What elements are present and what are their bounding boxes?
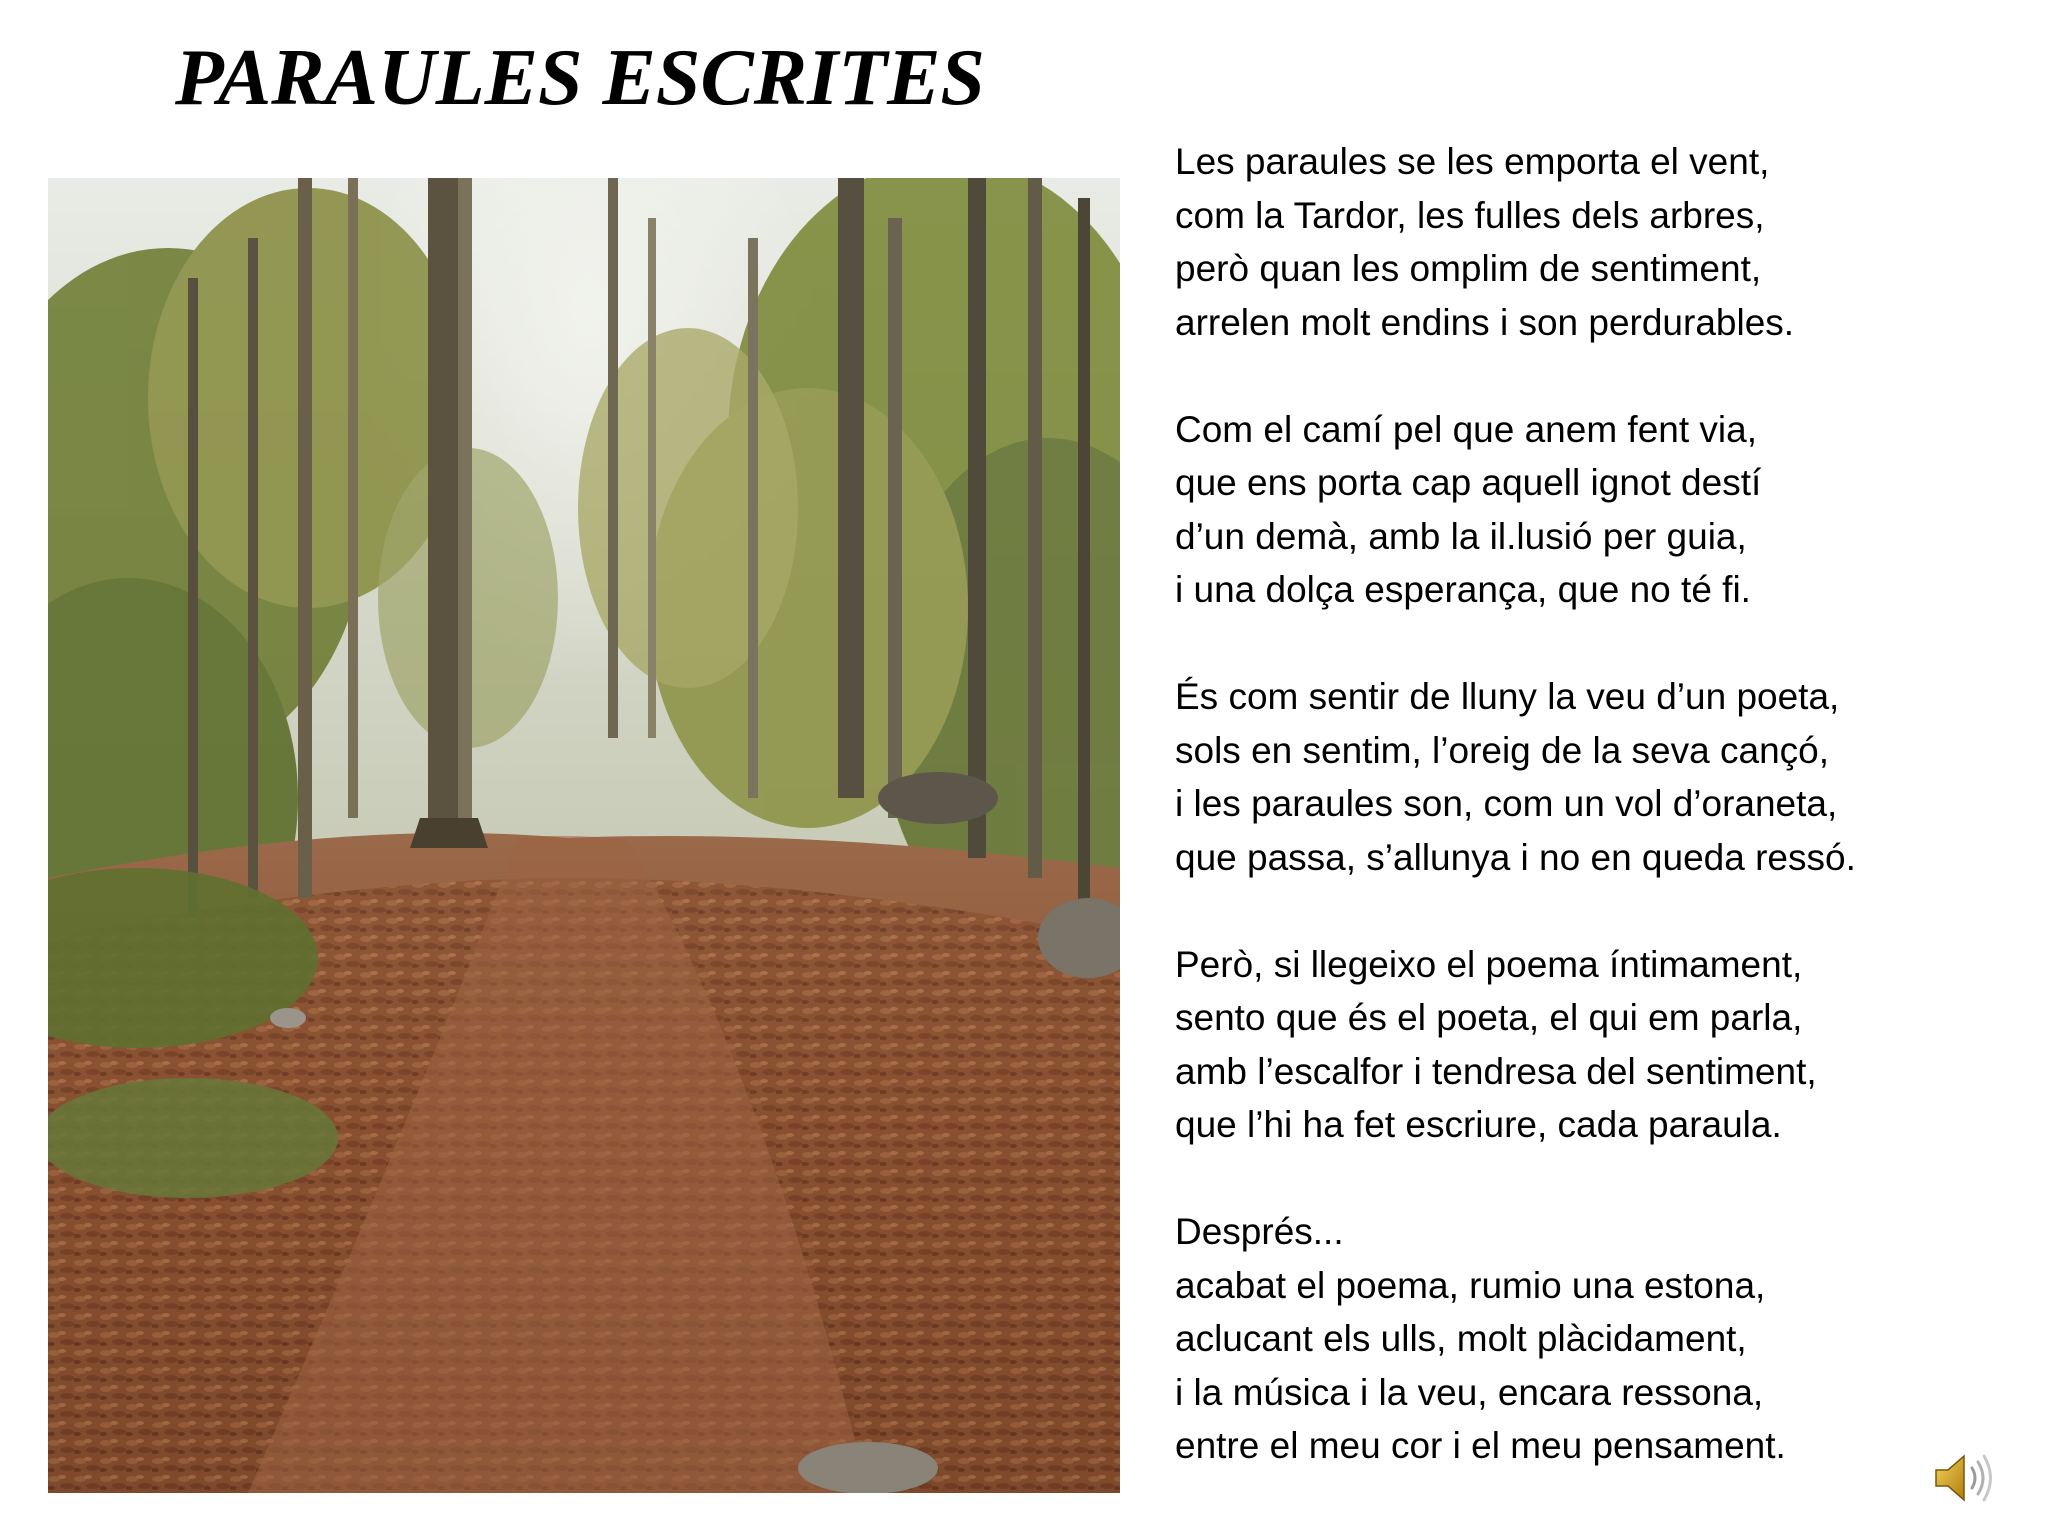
poem-line: entre el meu cor i el meu pensament.: [1175, 1425, 1786, 1466]
poem: [1175, 135, 2015, 1473]
poem-stanza: [1175, 403, 2015, 617]
poem-line: aclucant els ulls, molt plàcidament,: [1175, 1318, 1747, 1359]
speaker-icon[interactable]: [1928, 1444, 1996, 1512]
poem-line: i una dolça esperança, que no té fi.: [1175, 569, 1751, 610]
poem-line: com la Tardor, les fulles dels arbres,: [1175, 194, 1765, 236]
poem-line: És com sentir de lluny la veu d’un poeta,: [1175, 676, 1840, 717]
forest-illustration: [48, 178, 1120, 1493]
poem-line: arrelen molt endins i son perdurables.: [1175, 301, 1795, 343]
poem-line: que ens porta cap aquell ignot destí: [1175, 462, 1762, 503]
poem-line: d’un demà, amb la il.lusió per guia,: [1175, 515, 1747, 557]
poem-stanza: [1175, 938, 2015, 1152]
poem-line: que passa, s’allunya i no en queda ressó.: [1175, 836, 1856, 878]
poem-line: Les paraules se les emporta el vent,: [1175, 141, 1770, 182]
poem-line: Després...: [1175, 1211, 1344, 1252]
poem-line: que l’hi ha fet escriure, cada paraula.: [1175, 1104, 1782, 1145]
autumn-forest-path-photo: [48, 178, 1120, 1493]
poem-stanza: [1175, 135, 2015, 349]
poem-line: Però, si llegeixo el poema íntimament,: [1175, 943, 1803, 985]
poem-line: amb l’escalfor i tendresa del sentiment,: [1175, 1050, 1817, 1092]
poem-stanza: [1175, 670, 2015, 884]
speaker-icon-graphic: [1928, 1444, 1996, 1512]
slide-title: PARAULES ESCRITES: [175, 34, 985, 122]
poem-line: sols en sentim, l’oreig de la seva cançó,: [1175, 729, 1830, 771]
poem-line: acabat el poema, rumio una estona,: [1175, 1264, 1766, 1306]
poem-line: sento que és el poeta, el qui em parla,: [1175, 997, 1803, 1038]
poem-line: i la música i la veu, encara ressona,: [1175, 1371, 1764, 1413]
poem-line: però quan les omplim de sentiment,: [1175, 248, 1762, 289]
poem-line: Com el camí pel que anem fent via,: [1175, 408, 1758, 450]
poem-stanza: [1175, 1205, 2015, 1473]
poem-line: i les paraules son, com un vol d’oraneta,: [1175, 783, 1838, 824]
